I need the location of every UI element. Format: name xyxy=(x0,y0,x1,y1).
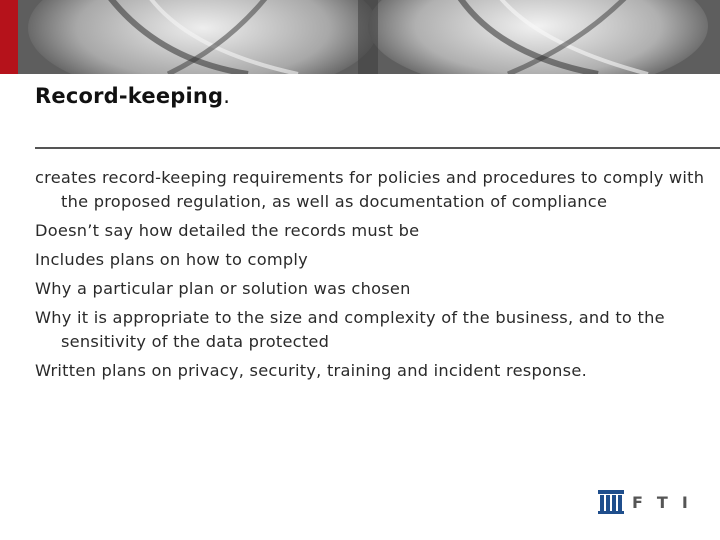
bullet-list xyxy=(35,166,705,388)
fti-logo-text: FTI xyxy=(632,493,702,512)
column-building-icon xyxy=(598,490,628,514)
bullet-item: Doesn’t say how detailed the records must be xyxy=(35,221,420,240)
bullet-item: Why it is appropriate to the size and complexity of the business, and to the sensitivity of the data protected xyxy=(35,308,665,351)
header-photo-art xyxy=(18,0,720,74)
bullet-item: Written plans on privacy, security, training and incident response. xyxy=(35,361,587,380)
accent-red-bar xyxy=(0,0,18,74)
slide-title-suffix: . xyxy=(223,84,231,108)
title-divider xyxy=(35,147,720,149)
bullet-item: Why a particular plan or solution was chosen xyxy=(35,279,411,298)
slide-title-text: Record-keeping xyxy=(35,84,224,108)
fti-logo xyxy=(598,490,702,514)
slide-title xyxy=(35,84,230,108)
bullet-item: creates record-keeping requirements for policies and procedures to comply with the proposed regulation, as well as documentation of compliance xyxy=(35,168,705,211)
bullet-item: Includes plans on how to comply xyxy=(35,250,308,269)
header-photo xyxy=(18,0,720,74)
